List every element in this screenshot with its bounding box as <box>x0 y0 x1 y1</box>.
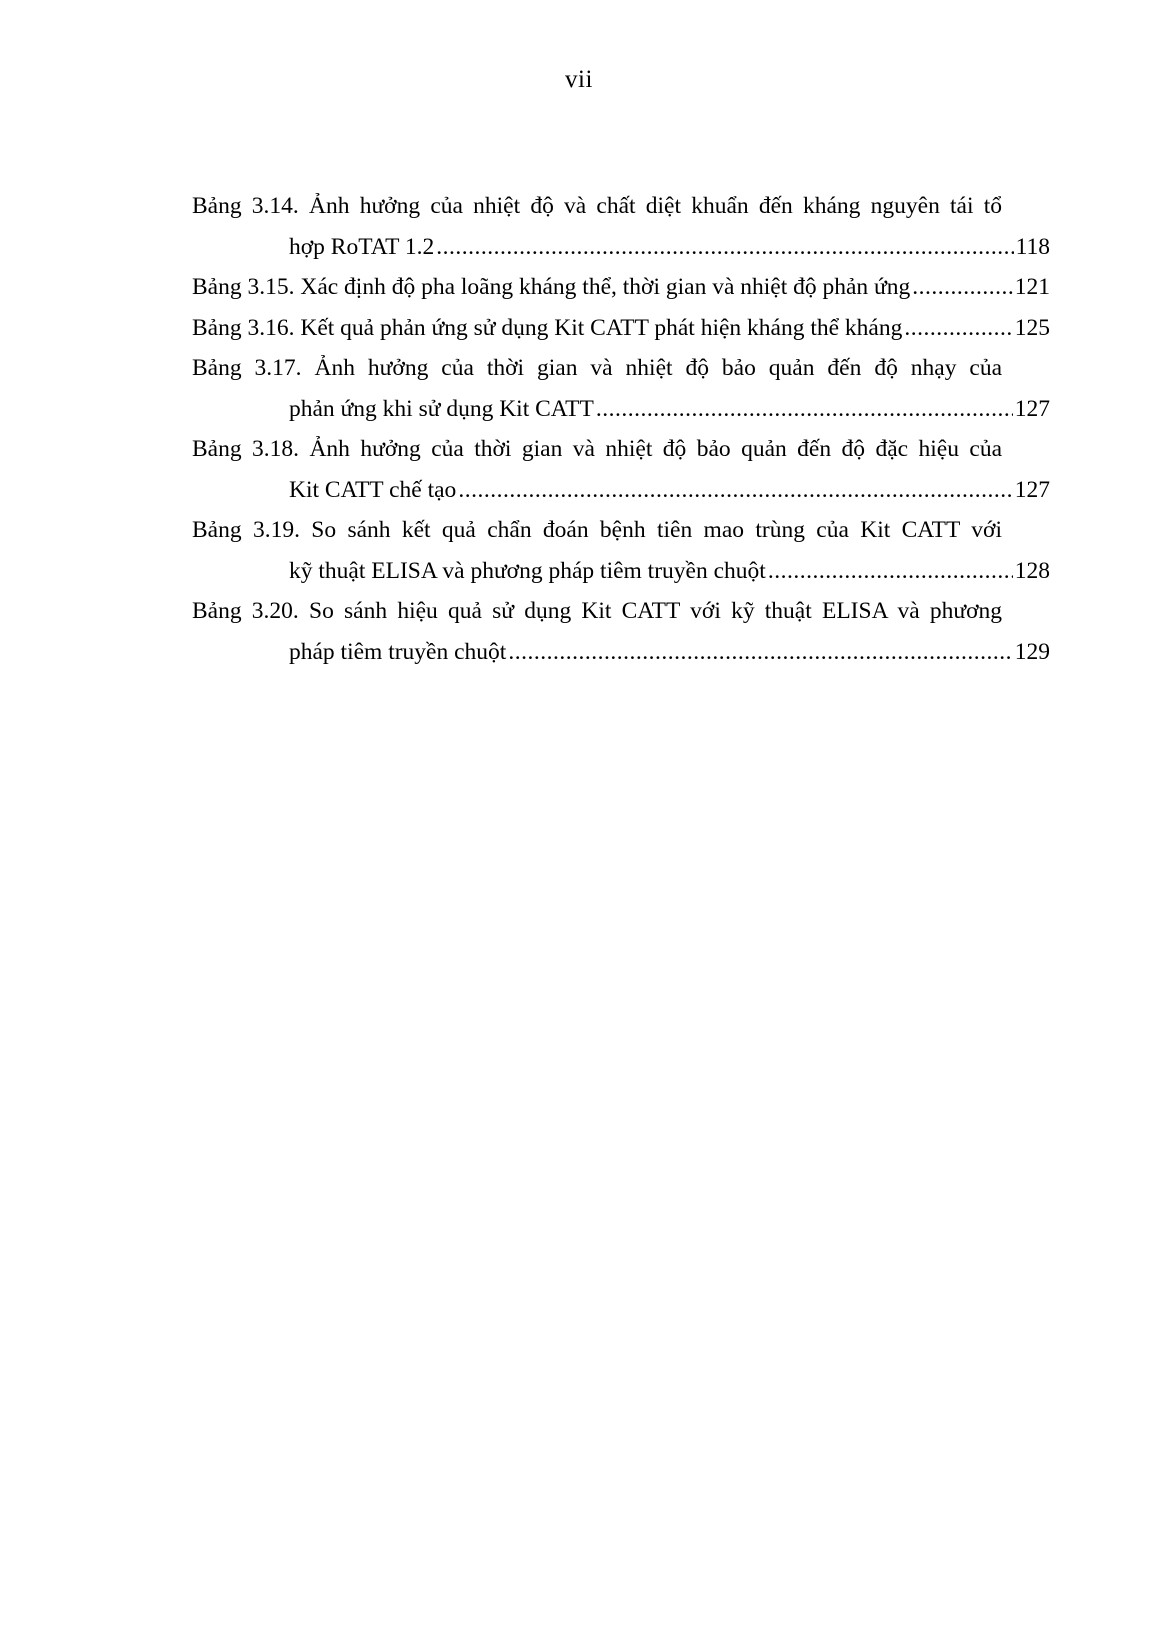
toc-entry-title: Bảng 3.14. Ảnh hưởng của nhiệt độ và chất diệt khuẩn đến kháng nguyên tái tổ <box>192 193 1002 219</box>
toc-entry-title: Bảng 3.18. Ảnh hưởng của thời gian và nhiệt độ bảo quản đến độ đặc hiệu của <box>192 436 1002 462</box>
toc-entry-title-continued: hợp RoTAT 1.2 <box>289 233 435 260</box>
toc-page-number: 127 <box>1014 395 1050 422</box>
toc-entry-title-continued: kỹ thuật ELISA và phương pháp tiêm truyền chuột <box>289 557 766 584</box>
toc-entry-3-19[interactable] <box>192 510 1050 591</box>
dot-leader <box>458 470 1012 511</box>
toc-page-number: 118 <box>1015 233 1050 260</box>
toc-page-number: 128 <box>1014 557 1050 584</box>
dot-leader <box>436 227 1013 268</box>
toc-entry-title-continued: pháp tiêm truyền chuột <box>289 638 507 665</box>
toc-entry-title: Bảng 3.17. Ảnh hưởng của thời gian và nhiệt độ bảo quản đến độ nhạy của <box>192 355 1002 381</box>
dot-leader <box>904 308 1012 349</box>
toc-page-number: 125 <box>1014 314 1050 341</box>
toc-entry-3-16[interactable] <box>192 308 1050 349</box>
toc-entry-3-18[interactable] <box>192 429 1050 510</box>
toc-entry-title: Bảng 3.15. Xác định độ pha loãng kháng thể, thời gian và nhiệt độ phản ứng <box>192 274 911 300</box>
toc-entry-title: Bảng 3.19. So sánh kết quả chẩn đoán bệnh tiên mao trùng của Kit CATT với <box>192 517 1002 543</box>
toc-entry-3-17[interactable] <box>192 348 1050 429</box>
toc-entry-title-continued: Kit CATT chế tạo <box>289 476 457 503</box>
toc-entry-title: Bảng 3.16. Kết quả phản ứng sử dụng Kit CATT phát hiện kháng thể kháng <box>192 314 903 341</box>
dot-leader <box>768 551 1013 592</box>
dot-leader <box>508 632 1012 673</box>
toc-page-number: 121 <box>1014 274 1050 300</box>
toc-entry-title-continued: phản ứng khi sử dụng Kit CATT <box>289 395 594 422</box>
table-of-tables <box>192 186 1050 672</box>
toc-entry-3-14[interactable] <box>192 186 1050 267</box>
toc-entry-3-20[interactable] <box>192 591 1050 672</box>
page-number: vii <box>565 66 593 93</box>
dot-leader <box>596 389 1013 430</box>
dot-leader <box>912 267 1012 308</box>
toc-page-number: 129 <box>1014 638 1050 665</box>
toc-page-number: 127 <box>1014 476 1050 503</box>
toc-entry-3-15[interactable] <box>192 267 1050 308</box>
toc-entry-title: Bảng 3.20. So sánh hiệu quả sử dụng Kit CATT với kỹ thuật ELISA và phương <box>192 598 1002 624</box>
